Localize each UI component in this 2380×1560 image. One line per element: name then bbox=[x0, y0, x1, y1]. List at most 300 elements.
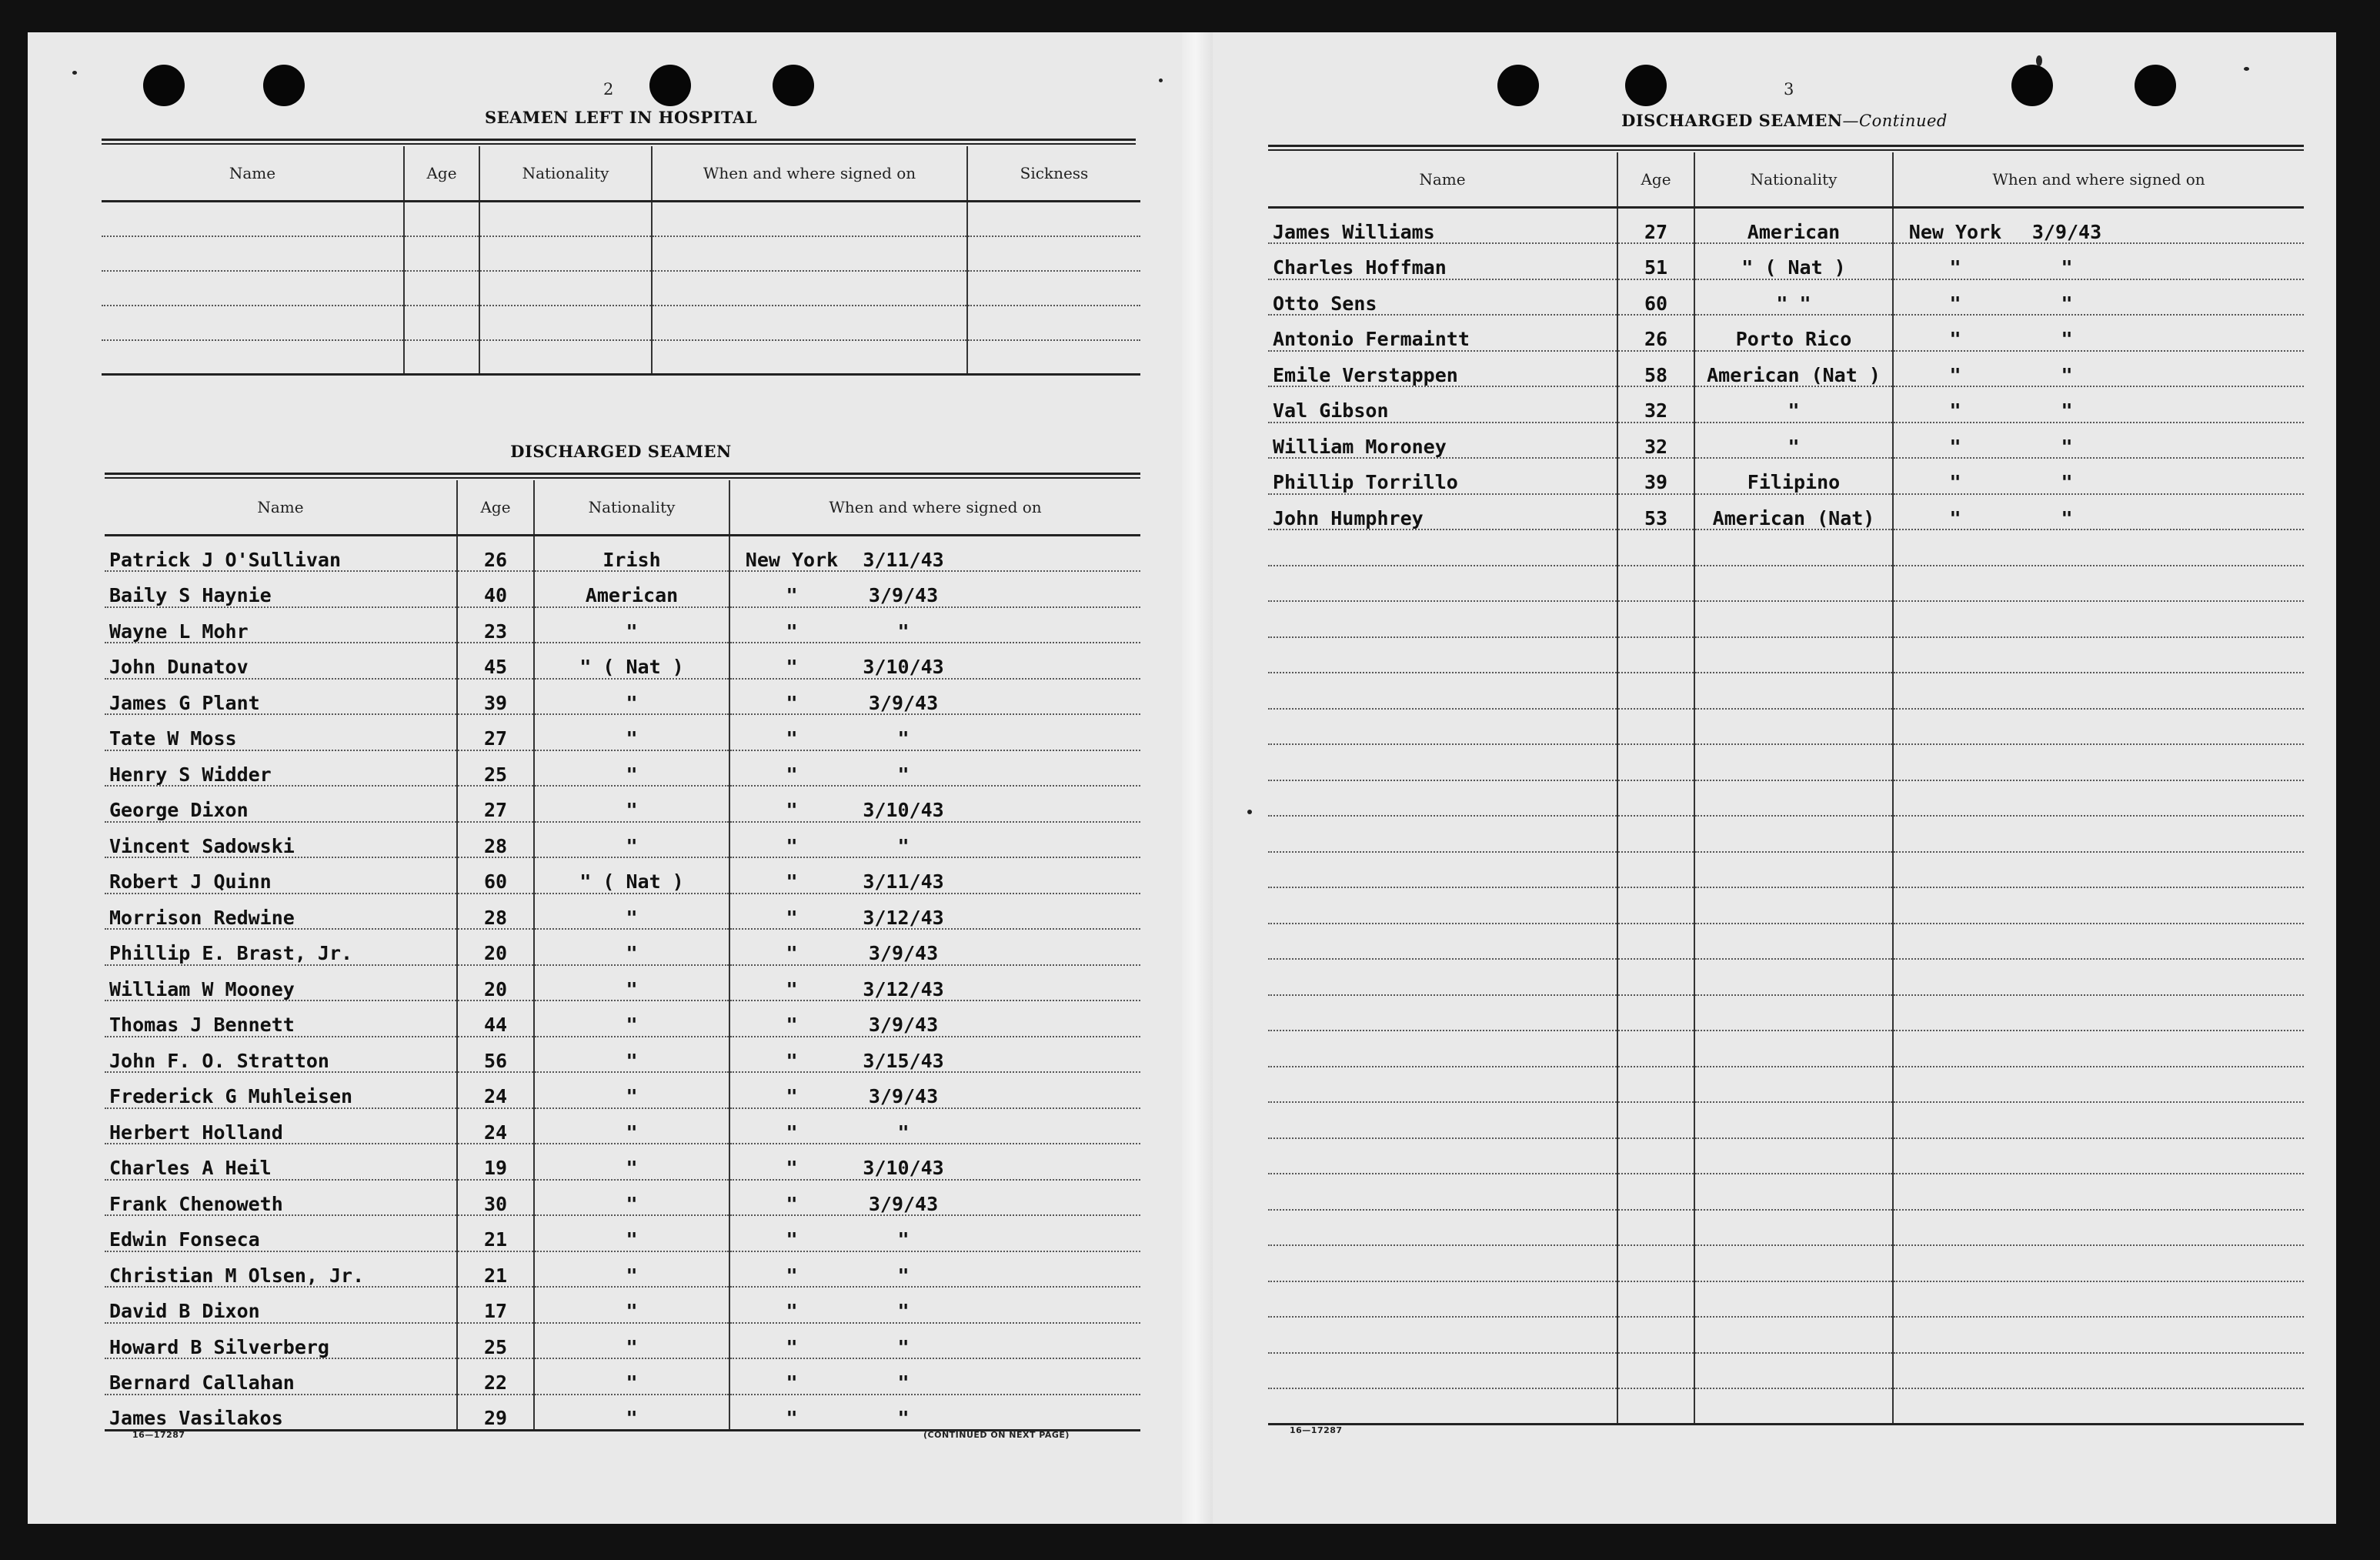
signed-date: " bbox=[897, 1300, 910, 1322]
seaman-name: John Dunatov bbox=[105, 643, 457, 679]
discharged-top-rule bbox=[105, 473, 1140, 479]
seaman-nationality: " ( Nat ) bbox=[534, 857, 729, 894]
form-number-right: 16—17287 bbox=[1290, 1425, 1343, 1435]
empty-cell bbox=[1268, 816, 1617, 852]
signed-place: " bbox=[786, 1371, 798, 1394]
empty-cell bbox=[1268, 1353, 1617, 1389]
signed-date: " bbox=[897, 727, 910, 750]
seaman-age: 58 bbox=[1617, 351, 1694, 387]
signed-date: 3/12/43 bbox=[863, 906, 944, 929]
empty-cell bbox=[652, 340, 967, 375]
empty-row bbox=[1268, 1245, 2304, 1281]
signed-place: " bbox=[786, 870, 798, 893]
seaman-nationality: Filipino bbox=[1694, 458, 1893, 494]
seaman-age: 32 bbox=[1617, 423, 1694, 459]
empty-cell bbox=[1893, 852, 2304, 888]
empty-cell bbox=[1893, 1031, 2304, 1067]
scan-speck bbox=[1159, 79, 1163, 82]
seaman-name: Frank Chenoweth bbox=[105, 1180, 457, 1216]
empty-row bbox=[102, 202, 1140, 236]
signed-place: New York bbox=[1908, 220, 2002, 243]
signed-date: " bbox=[897, 1228, 910, 1251]
seaman-signed-on bbox=[729, 1287, 1140, 1323]
empty-row bbox=[1268, 637, 2304, 673]
seaman-signed-on bbox=[729, 1108, 1140, 1144]
signed-place: " bbox=[786, 656, 798, 678]
table-row bbox=[105, 1000, 1140, 1037]
empty-cell bbox=[1617, 637, 1694, 673]
seaman-name: Vincent Sadowski bbox=[105, 822, 457, 858]
seaman-signed-on bbox=[1893, 494, 2304, 530]
seaman-name: Otto Sens bbox=[1268, 279, 1617, 316]
seaman-name: George Dixon bbox=[105, 786, 457, 822]
seaman-age: 56 bbox=[457, 1037, 534, 1073]
discharged-continued-table bbox=[1268, 152, 2304, 1425]
seaman-signed-on bbox=[729, 1037, 1140, 1073]
empty-cell bbox=[1617, 1067, 1694, 1103]
empty-cell bbox=[1694, 1102, 1893, 1138]
seaman-name: James G Plant bbox=[105, 679, 457, 715]
empty-cell bbox=[404, 306, 479, 340]
continued-note: (CONTINUED ON NEXT PAGE) bbox=[923, 1430, 1070, 1440]
signed-date: 3/9/43 bbox=[868, 584, 939, 606]
empty-cell bbox=[1617, 816, 1694, 852]
empty-cell bbox=[1893, 1210, 2304, 1246]
signed-place: " bbox=[786, 906, 798, 929]
empty-row bbox=[102, 340, 1140, 375]
empty-cell bbox=[1694, 1138, 1893, 1174]
signed-place: " bbox=[786, 1014, 798, 1036]
seaman-nationality: " bbox=[534, 822, 729, 858]
punch-hole bbox=[263, 65, 305, 106]
seaman-name: Val Gibson bbox=[1268, 386, 1617, 423]
punch-hole bbox=[2135, 65, 2176, 106]
seaman-nationality: " bbox=[534, 1358, 729, 1395]
empty-cell bbox=[1694, 1174, 1893, 1210]
seaman-name: William W Mooney bbox=[105, 965, 457, 1001]
empty-cell bbox=[1694, 637, 1893, 673]
empty-cell bbox=[652, 202, 967, 236]
seaman-nationality: " bbox=[534, 1323, 729, 1359]
table-row bbox=[105, 1144, 1140, 1180]
empty-row bbox=[1268, 924, 2304, 960]
document-sheet bbox=[28, 32, 2336, 1524]
signed-place: New York bbox=[745, 548, 839, 571]
seaman-name: Edwin Fonseca bbox=[105, 1215, 457, 1251]
signed-date: " bbox=[897, 1121, 910, 1144]
empty-cell bbox=[1268, 529, 1617, 566]
col-header-signed-on: When and where signed on bbox=[1893, 152, 2304, 208]
signed-date: " bbox=[2061, 292, 2073, 315]
empty-cell bbox=[967, 202, 1140, 236]
seaman-signed-on bbox=[729, 750, 1140, 787]
seaman-signed-on bbox=[1893, 315, 2304, 351]
empty-row bbox=[1268, 1174, 2304, 1210]
seaman-signed-on bbox=[729, 929, 1140, 965]
empty-cell bbox=[1893, 924, 2304, 960]
signed-date: 3/15/43 bbox=[863, 1049, 944, 1072]
empty-cell bbox=[1694, 1245, 1893, 1281]
col-header-age: Age bbox=[1617, 152, 1694, 208]
table-row bbox=[105, 822, 1140, 858]
seaman-name: Phillip E. Brast, Jr. bbox=[105, 929, 457, 965]
empty-cell bbox=[1893, 744, 2304, 780]
seaman-nationality: " bbox=[534, 1072, 729, 1108]
empty-row bbox=[1268, 601, 2304, 637]
seaman-nationality: " bbox=[1694, 423, 1893, 459]
empty-cell bbox=[102, 340, 404, 375]
empty-cell bbox=[1617, 673, 1694, 709]
empty-cell bbox=[652, 271, 967, 306]
discharged-section-title: DISCHARGED SEAMEN bbox=[510, 442, 732, 461]
seaman-name: Antonio Fermaintt bbox=[1268, 315, 1617, 351]
signed-place: " bbox=[786, 1121, 798, 1144]
empty-row bbox=[1268, 1067, 2304, 1103]
signed-place: " bbox=[786, 763, 798, 786]
seaman-signed-on bbox=[729, 607, 1140, 643]
empty-cell bbox=[1617, 1353, 1694, 1389]
seaman-age: 25 bbox=[457, 750, 534, 787]
seaman-name: Henry S Widder bbox=[105, 750, 457, 787]
empty-row bbox=[1268, 780, 2304, 817]
discharged-continued-title bbox=[1267, 111, 2302, 130]
signed-date: " bbox=[897, 1335, 910, 1358]
empty-cell bbox=[479, 271, 652, 306]
seaman-name: John Humphrey bbox=[1268, 494, 1617, 530]
seaman-nationality: " bbox=[534, 679, 729, 715]
seaman-name: Christian M Olsen, Jr. bbox=[105, 1251, 457, 1288]
table-row bbox=[105, 786, 1140, 822]
seaman-age: 28 bbox=[457, 822, 534, 858]
signed-place: " bbox=[786, 1264, 798, 1287]
signed-date: 3/11/43 bbox=[863, 870, 944, 893]
empty-cell bbox=[1694, 887, 1893, 924]
seaman-age: 28 bbox=[457, 894, 534, 930]
seaman-signed-on bbox=[729, 1323, 1140, 1359]
seaman-nationality: " bbox=[534, 1000, 729, 1037]
scan-speck bbox=[72, 71, 77, 75]
signed-date: 3/9/43 bbox=[868, 691, 939, 714]
signed-date: " bbox=[897, 1407, 910, 1429]
table-row bbox=[105, 1251, 1140, 1288]
empty-cell bbox=[1268, 1174, 1617, 1210]
seaman-signed-on bbox=[729, 679, 1140, 715]
hospital-table bbox=[102, 146, 1140, 376]
col-header-sickness: Sickness bbox=[967, 146, 1140, 202]
empty-cell bbox=[1617, 1281, 1694, 1318]
signed-date: 3/11/43 bbox=[863, 548, 944, 571]
seaman-nationality: American (Nat) bbox=[1694, 494, 1893, 530]
empty-cell bbox=[1694, 995, 1893, 1031]
empty-cell bbox=[1893, 637, 2304, 673]
empty-row bbox=[1268, 1388, 2304, 1425]
empty-cell bbox=[967, 271, 1140, 306]
signed-place: " bbox=[1949, 363, 1961, 386]
signed-place: " bbox=[786, 1085, 798, 1107]
seaman-signed-on bbox=[729, 822, 1140, 858]
empty-cell bbox=[1268, 637, 1617, 673]
scan-speck bbox=[2036, 55, 2042, 66]
seaman-signed-on bbox=[729, 1395, 1140, 1431]
seaman-signed-on bbox=[729, 965, 1140, 1001]
seaman-name: Charles A Heil bbox=[105, 1144, 457, 1180]
seaman-age: 44 bbox=[457, 1000, 534, 1037]
seaman-nationality: " ( Nat ) bbox=[534, 643, 729, 679]
signed-date: " bbox=[897, 763, 910, 786]
empty-cell bbox=[652, 306, 967, 340]
seaman-age: 40 bbox=[457, 571, 534, 607]
seaman-age: 32 bbox=[1617, 386, 1694, 423]
signed-date: " bbox=[2061, 256, 2073, 279]
empty-cell bbox=[1268, 995, 1617, 1031]
seaman-name: James Williams bbox=[1268, 208, 1617, 244]
empty-cell bbox=[1694, 1031, 1893, 1067]
table-row bbox=[105, 536, 1140, 572]
table-row bbox=[105, 1108, 1140, 1144]
seaman-name: Robert J Quinn bbox=[105, 857, 457, 894]
table-row bbox=[105, 607, 1140, 643]
seaman-signed-on bbox=[729, 1215, 1140, 1251]
signed-date: 3/12/43 bbox=[863, 977, 944, 1000]
seaman-name: Frederick G Muhleisen bbox=[105, 1072, 457, 1108]
empty-cell bbox=[1268, 601, 1617, 637]
seaman-name: David B Dixon bbox=[105, 1287, 457, 1323]
col-header-signed-on: When and where signed on bbox=[652, 146, 967, 202]
signed-place: " bbox=[1949, 506, 1961, 529]
empty-cell bbox=[1268, 709, 1617, 745]
seaman-age: 39 bbox=[1617, 458, 1694, 494]
table-row bbox=[1268, 279, 2304, 316]
seaman-signed-on bbox=[729, 571, 1140, 607]
empty-cell bbox=[1694, 709, 1893, 745]
empty-cell bbox=[1268, 1031, 1617, 1067]
empty-cell bbox=[1893, 1138, 2304, 1174]
seaman-name: Tate W Moss bbox=[105, 714, 457, 750]
empty-row bbox=[1268, 744, 2304, 780]
empty-cell bbox=[404, 236, 479, 271]
table-row bbox=[105, 857, 1140, 894]
col-header-name: Name bbox=[105, 480, 457, 536]
empty-row bbox=[1268, 709, 2304, 745]
seaman-name: Thomas J Bennett bbox=[105, 1000, 457, 1037]
empty-cell bbox=[1617, 852, 1694, 888]
signed-place: " bbox=[786, 727, 798, 750]
empty-row bbox=[1268, 566, 2304, 602]
empty-cell bbox=[404, 271, 479, 306]
empty-cell bbox=[1617, 1388, 1694, 1425]
seaman-name: Herbert Holland bbox=[105, 1108, 457, 1144]
signed-date: " bbox=[2061, 363, 2073, 386]
seaman-signed-on bbox=[729, 714, 1140, 750]
seaman-age: 23 bbox=[457, 607, 534, 643]
seaman-name: Howard B Silverberg bbox=[105, 1323, 457, 1359]
seaman-age: 24 bbox=[457, 1108, 534, 1144]
col-header-name: Name bbox=[102, 146, 404, 202]
seaman-name: Baily S Haynie bbox=[105, 571, 457, 607]
seaman-age: 21 bbox=[457, 1251, 534, 1288]
signed-date: " bbox=[2061, 471, 2073, 493]
seaman-nationality: American bbox=[1694, 208, 1893, 244]
empty-cell bbox=[1268, 887, 1617, 924]
seaman-age: 21 bbox=[457, 1215, 534, 1251]
signed-date: 3/9/43 bbox=[868, 1014, 939, 1036]
signed-place: " bbox=[1949, 292, 1961, 315]
seaman-age: 25 bbox=[457, 1323, 534, 1359]
seaman-age: 51 bbox=[1617, 243, 1694, 279]
seaman-nationality: American (Nat ) bbox=[1694, 351, 1893, 387]
seaman-signed-on bbox=[729, 786, 1140, 822]
empty-cell bbox=[1694, 924, 1893, 960]
empty-cell bbox=[1268, 1388, 1617, 1425]
empty-cell bbox=[1268, 566, 1617, 602]
signed-place: " bbox=[786, 691, 798, 714]
signed-place: " bbox=[786, 1228, 798, 1251]
seaman-nationality: " ( Nat ) bbox=[1694, 243, 1893, 279]
signed-place: " bbox=[786, 1049, 798, 1072]
seaman-age: 30 bbox=[457, 1180, 534, 1216]
empty-row bbox=[1268, 1210, 2304, 1246]
empty-cell bbox=[1268, 1210, 1617, 1246]
seaman-age: 29 bbox=[457, 1395, 534, 1431]
empty-cell bbox=[1617, 1317, 1694, 1353]
seaman-nationality: American bbox=[534, 571, 729, 607]
empty-cell bbox=[479, 236, 652, 271]
empty-cell bbox=[1617, 924, 1694, 960]
seaman-name: Bernard Callahan bbox=[105, 1358, 457, 1395]
seaman-signed-on bbox=[729, 894, 1140, 930]
empty-row bbox=[1268, 887, 2304, 924]
empty-cell bbox=[1893, 1353, 2304, 1389]
signed-place: " bbox=[1949, 435, 1961, 458]
empty-cell bbox=[102, 202, 404, 236]
empty-cell bbox=[967, 236, 1140, 271]
empty-cell bbox=[1268, 959, 1617, 995]
right-top-rule bbox=[1268, 145, 2304, 151]
empty-cell bbox=[1893, 601, 2304, 637]
empty-cell bbox=[1893, 1102, 2304, 1138]
seaman-age: 45 bbox=[457, 643, 534, 679]
empty-cell bbox=[1893, 995, 2304, 1031]
seaman-nationality: " bbox=[534, 1144, 729, 1180]
empty-cell bbox=[1268, 1317, 1617, 1353]
punch-hole bbox=[649, 65, 691, 106]
signed-place: " bbox=[786, 1300, 798, 1322]
table-row bbox=[105, 714, 1140, 750]
table-row bbox=[105, 643, 1140, 679]
seaman-signed-on bbox=[729, 1000, 1140, 1037]
seaman-nationality: " bbox=[534, 929, 729, 965]
empty-cell bbox=[102, 236, 404, 271]
signed-date: " bbox=[2061, 506, 2073, 529]
seaman-nationality: Irish bbox=[534, 536, 729, 572]
empty-cell bbox=[1893, 1388, 2304, 1425]
scan-speck bbox=[1247, 810, 1252, 814]
empty-cell bbox=[967, 306, 1140, 340]
empty-cell bbox=[1268, 780, 1617, 817]
empty-row bbox=[1268, 1031, 2304, 1067]
seaman-signed-on bbox=[729, 643, 1140, 679]
table-row bbox=[1268, 494, 2304, 530]
hospital-top-rule bbox=[102, 139, 1136, 145]
empty-cell bbox=[1617, 1210, 1694, 1246]
empty-cell bbox=[1617, 1245, 1694, 1281]
empty-cell bbox=[1893, 1281, 2304, 1318]
title-continued: —Continued bbox=[1842, 112, 1948, 130]
empty-cell bbox=[404, 340, 479, 375]
signed-date: 3/9/43 bbox=[868, 1085, 939, 1107]
empty-cell bbox=[1694, 852, 1893, 888]
signed-place: " bbox=[786, 834, 798, 857]
seaman-signed-on bbox=[1893, 386, 2304, 423]
empty-row bbox=[1268, 1102, 2304, 1138]
signed-place: " bbox=[786, 1407, 798, 1429]
seaman-age: 17 bbox=[457, 1287, 534, 1323]
empty-cell bbox=[1694, 1210, 1893, 1246]
empty-cell bbox=[1617, 959, 1694, 995]
seaman-signed-on bbox=[1893, 351, 2304, 387]
seaman-signed-on bbox=[729, 1144, 1140, 1180]
empty-cell bbox=[1617, 995, 1694, 1031]
empty-row bbox=[1268, 1138, 2304, 1174]
seaman-signed-on bbox=[729, 857, 1140, 894]
signed-date: " bbox=[2061, 435, 2073, 458]
table-row bbox=[105, 679, 1140, 715]
seaman-nationality: " bbox=[534, 965, 729, 1001]
seaman-signed-on bbox=[1893, 423, 2304, 459]
empty-cell bbox=[1694, 959, 1893, 995]
col-header-nationality: Nationality bbox=[479, 146, 652, 202]
empty-cell bbox=[967, 340, 1140, 375]
empty-cell bbox=[1694, 529, 1893, 566]
empty-cell bbox=[1694, 1317, 1893, 1353]
col-header-nationality: Nationality bbox=[534, 480, 729, 536]
seaman-age: 26 bbox=[1617, 315, 1694, 351]
seaman-signed-on bbox=[1893, 458, 2304, 494]
table-row bbox=[105, 965, 1140, 1001]
table-row bbox=[1268, 315, 2304, 351]
table-row bbox=[105, 1358, 1140, 1395]
empty-cell bbox=[1694, 780, 1893, 817]
table-row bbox=[1268, 208, 2304, 244]
signed-place: " bbox=[1949, 328, 1961, 350]
seaman-age: 53 bbox=[1617, 494, 1694, 530]
seaman-signed-on bbox=[729, 1251, 1140, 1288]
empty-cell bbox=[1893, 780, 2304, 817]
signed-date: 3/10/43 bbox=[863, 799, 944, 821]
table-row bbox=[1268, 423, 2304, 459]
empty-cell bbox=[1893, 1245, 2304, 1281]
empty-cell bbox=[1617, 709, 1694, 745]
table-row bbox=[105, 929, 1140, 965]
seaman-nationality: " bbox=[534, 714, 729, 750]
empty-cell bbox=[1617, 601, 1694, 637]
page-number-right: 3 bbox=[1784, 80, 1794, 99]
empty-cell bbox=[1694, 1388, 1893, 1425]
seaman-age: 24 bbox=[457, 1072, 534, 1108]
punch-hole bbox=[773, 65, 814, 106]
signed-date: 3/9/43 bbox=[868, 1192, 939, 1215]
signed-place: " bbox=[1949, 256, 1961, 279]
empty-row bbox=[1268, 852, 2304, 888]
empty-cell bbox=[1268, 673, 1617, 709]
empty-cell bbox=[102, 306, 404, 340]
seaman-nationality: " bbox=[534, 1180, 729, 1216]
empty-cell bbox=[1694, 601, 1893, 637]
punch-hole bbox=[1497, 65, 1539, 106]
seaman-nationality: " bbox=[534, 1215, 729, 1251]
col-header-age: Age bbox=[457, 480, 534, 536]
signed-date: 3/9/43 bbox=[868, 942, 939, 964]
